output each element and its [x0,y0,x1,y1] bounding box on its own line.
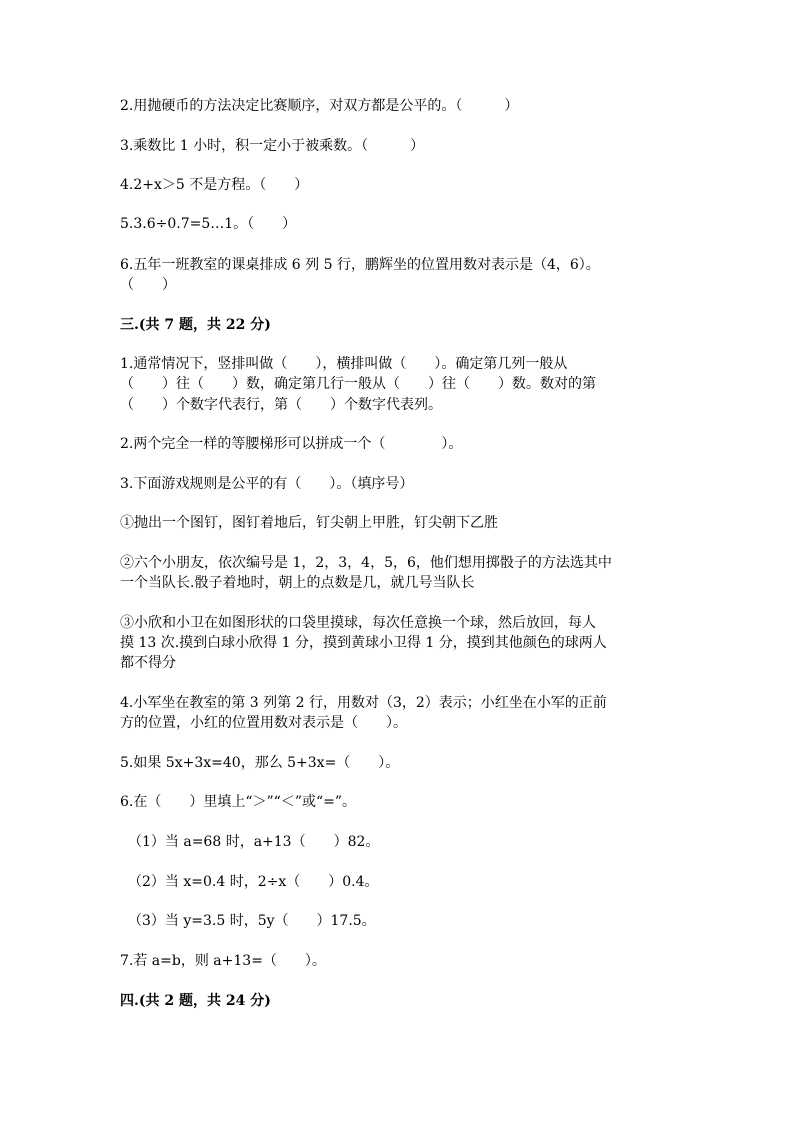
question-3-3-option-3-line1: ③小欣和小卫在如图形状的口袋里摸球，每次任意换一个球，然后放回，每人 [120,615,596,631]
question-3-6-sub-1: （1）当 a=68 时，a+13（ ）82。 [128,834,380,850]
question-3-6-sub-2: （2）当 x=0.4 时，2÷x（ ）0.4。 [128,874,379,890]
question-2-6-line2: （ ） [120,277,176,293]
question-3-7: 7.若 a=b，则 a+13=（ ）。 [120,953,326,969]
question-3-6: 6.在（ ）里填上“＞”“＜”或“=”。 [120,794,357,810]
question-3-6-sub-3: （3）当 y=3.5 时，5y（ ）17.5。 [128,913,376,929]
question-3-3: 3.下面游戏规则是公平的有（ ）。（填序号） [120,476,414,492]
question-2-3: 3.乘数比 1 小时，积一定小于被乘数。（ ） [120,138,425,154]
question-3-1-line2: （ ）往（ ）数，确定第几行一般从（ ）往（ ）数。数对的第 [120,376,596,392]
question-3-3-option-3-line3: 都不得分 [120,655,176,671]
question-3-3-option-3-line2: 摸 13 次.摸到白球小欣得 1 分，摸到黄球小卫得 1 分，摸到其他颜色的球两人 [120,635,607,651]
question-2-5: 5.3.6÷0.7=5…1。（ ） [120,216,297,232]
question-3-2: 2.两个完全一样的等腰梯形可以拼成一个（ ）。 [120,436,463,452]
section-3-heading: 三.(共 7 题，共 22 分) [120,317,271,333]
question-3-4-line2: 方的位置，小红的位置用数对表示是（ ）。 [120,715,407,731]
question-3-3-option-1: ①抛出一个图钉，图钉着地后，钉尖朝上甲胜，钉尖朝下乙胜 [120,515,498,531]
question-3-1-line1: 1.通常情况下，竖排叫做（ ），横排叫做（ ）。确定第几列一般从 [120,356,568,372]
question-3-3-option-2-line2: 一个当队长.骰子着地时，朝上的点数是几，就几号当队长 [120,575,475,591]
question-3-1-line3: （ ）个数字代表行，第（ ）个数字代表列。 [120,397,442,413]
section-4-heading: 四.(共 2 题，共 24 分) [120,993,271,1009]
question-2-2: 2.用抛硬币的方法决定比赛顺序，对双方都是公平的。（ ） [120,98,519,114]
question-3-3-option-2-line1: ②六个小朋友，依次编号是 1，2，3，4，5，6，他们想用掷骰子的方法选其中 [120,555,612,571]
question-2-4: 4.2+x＞5 不是方程。（ ） [120,177,309,193]
question-3-5: 5.如果 5x+3x=40，那么 5+3x=（ ）。 [120,755,400,771]
question-3-4-line1: 4.小军坐在教室的第 3 列第 2 行，用数对（3，2）表示；小红坐在小军的正前 [120,695,607,711]
question-2-6-line1: 6.五年一班教室的课桌排成 6 列 5 行，鹏辉坐的位置用数对表示是（4，6）。 [120,257,600,273]
